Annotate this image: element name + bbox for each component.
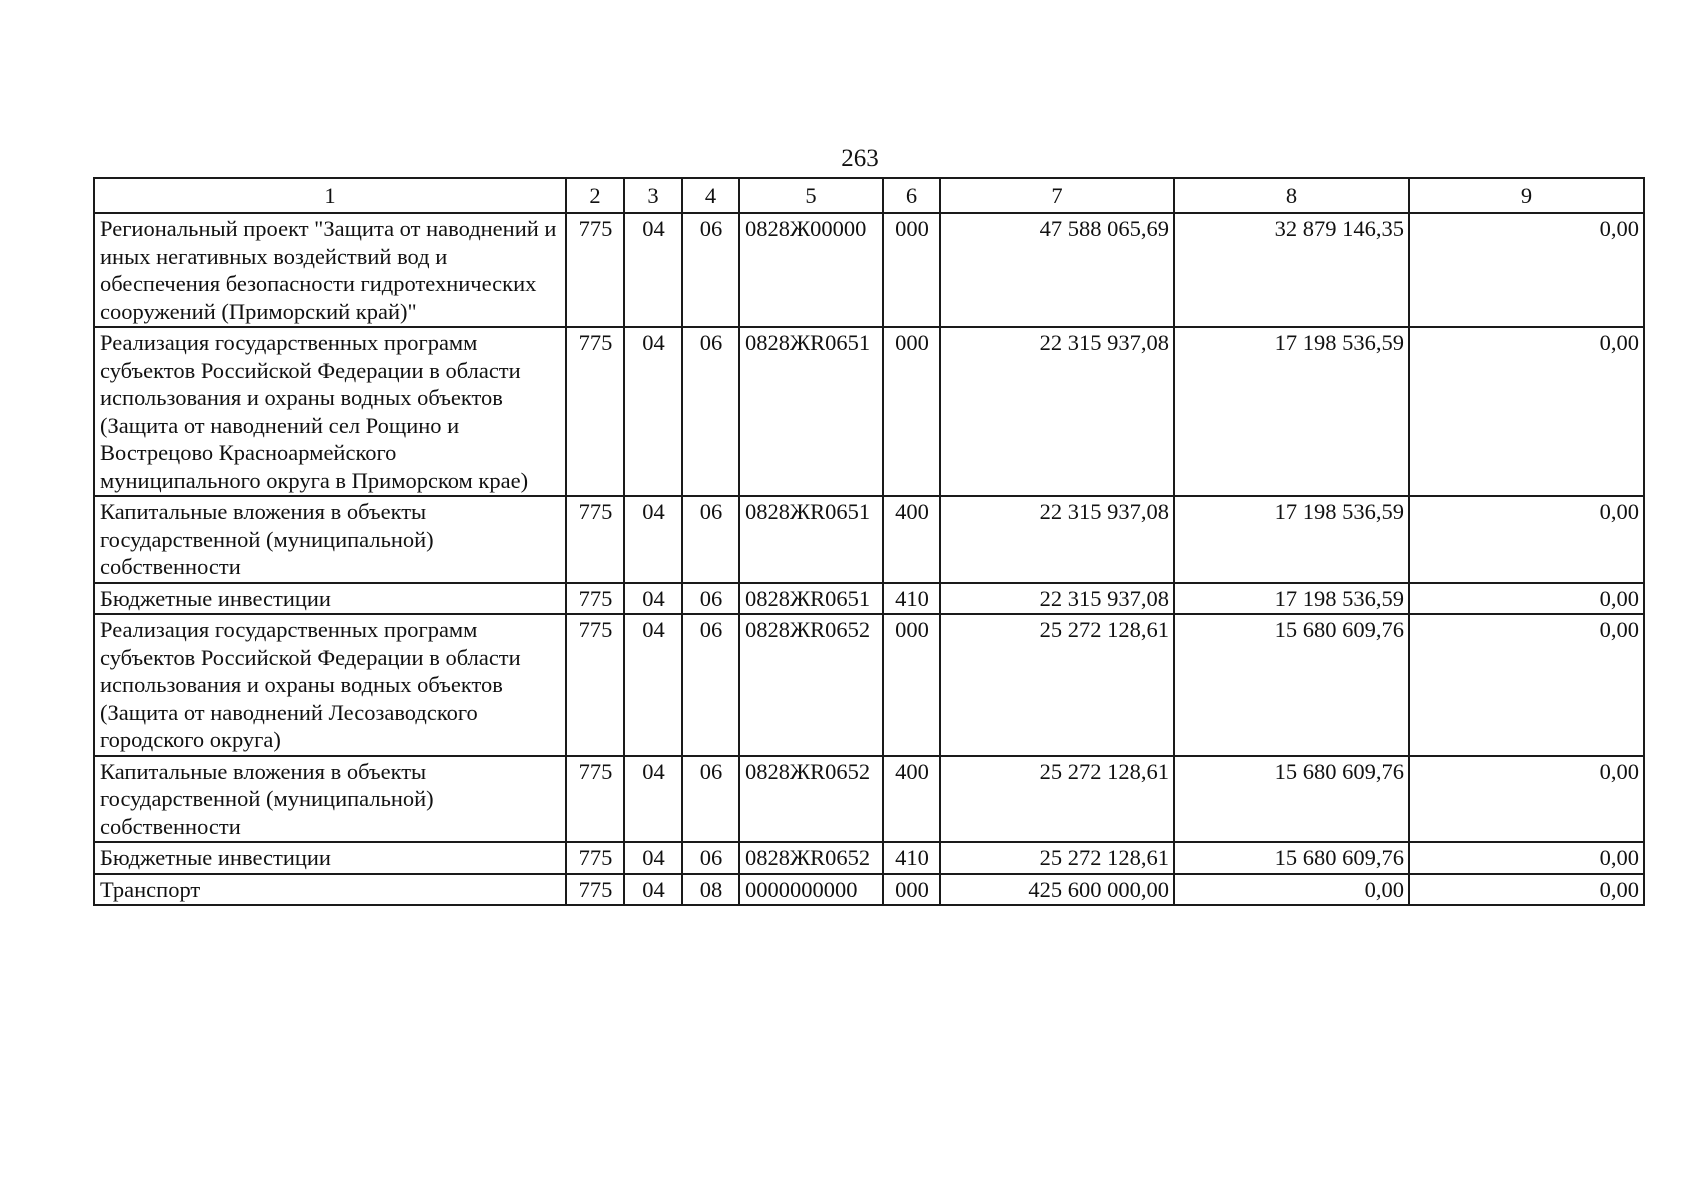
row-code-ministry: 775	[566, 327, 624, 496]
row-amount-8: 17 198 536,59	[1174, 496, 1409, 583]
table-row	[94, 842, 1644, 874]
row-code-target: 0828ЖR0652	[739, 756, 883, 843]
row-code-target: 0828Ж00000	[739, 213, 883, 327]
row-code-subsection: 06	[682, 327, 739, 496]
row-code-subsection: 06	[682, 583, 739, 615]
row-amount-7: 425 600 000,00	[940, 874, 1174, 906]
row-code-subsection: 06	[682, 614, 739, 756]
row-amount-7: 25 272 128,61	[940, 756, 1174, 843]
row-amount-9: 0,00	[1409, 583, 1644, 615]
row-code-expense-type: 000	[883, 327, 940, 496]
column-header-1: 1	[94, 178, 566, 213]
table-row	[94, 213, 1644, 327]
row-name: Бюджетные инвестиции	[94, 842, 566, 874]
row-code-target: 0828ЖR0651	[739, 327, 883, 496]
row-code-ministry: 775	[566, 614, 624, 756]
row-code-section: 04	[624, 842, 682, 874]
row-code-subsection: 06	[682, 842, 739, 874]
row-code-ministry: 775	[566, 842, 624, 874]
row-amount-9: 0,00	[1409, 327, 1644, 496]
page-number: 263	[841, 145, 879, 172]
row-amount-8: 15 680 609,76	[1174, 842, 1409, 874]
row-code-section: 04	[624, 756, 682, 843]
row-name: Капитальные вложения в объекты государственной (муниципальной) собственности	[94, 756, 566, 843]
table-row	[94, 327, 1644, 496]
row-code-section: 04	[624, 874, 682, 906]
row-code-section: 04	[624, 583, 682, 615]
column-header-2: 2	[566, 178, 624, 213]
row-amount-9: 0,00	[1409, 842, 1644, 874]
row-amount-7: 25 272 128,61	[940, 614, 1174, 756]
row-amount-9: 0,00	[1409, 213, 1644, 327]
row-code-subsection: 08	[682, 874, 739, 906]
table-header	[94, 178, 1644, 213]
column-header-5: 5	[739, 178, 883, 213]
row-amount-8: 0,00	[1174, 874, 1409, 906]
row-code-expense-type: 400	[883, 756, 940, 843]
row-code-target: 0828ЖR0652	[739, 842, 883, 874]
row-code-subsection: 06	[682, 756, 739, 843]
column-header-3: 3	[624, 178, 682, 213]
row-amount-8: 32 879 146,35	[1174, 213, 1409, 327]
row-amount-8: 17 198 536,59	[1174, 327, 1409, 496]
column-header-8: 8	[1174, 178, 1409, 213]
table-row	[94, 614, 1644, 756]
row-amount-9: 0,00	[1409, 756, 1644, 843]
row-name: Транспорт	[94, 874, 566, 906]
column-header-4: 4	[682, 178, 739, 213]
row-code-expense-type: 400	[883, 496, 940, 583]
row-amount-7: 22 315 937,08	[940, 583, 1174, 615]
row-code-section: 04	[624, 327, 682, 496]
column-header-6: 6	[883, 178, 940, 213]
table-row	[94, 583, 1644, 615]
table-row	[94, 874, 1644, 906]
row-name: Региональный проект "Защита от наводнений и иных негативных воздействий вод и обеспечения безопасности гидротехнических сооружений (Приморский край)"	[94, 213, 566, 327]
row-code-section: 04	[624, 213, 682, 327]
row-amount-8: 17 198 536,59	[1174, 583, 1409, 615]
row-amount-7: 47 588 065,69	[940, 213, 1174, 327]
row-amount-9: 0,00	[1409, 874, 1644, 906]
row-code-section: 04	[624, 496, 682, 583]
row-code-expense-type: 000	[883, 614, 940, 756]
row-code-expense-type: 000	[883, 213, 940, 327]
row-code-subsection: 06	[682, 213, 739, 327]
header-row	[94, 178, 1644, 213]
row-name: Бюджетные инвестиции	[94, 583, 566, 615]
row-code-section: 04	[624, 614, 682, 756]
column-header-9: 9	[1409, 178, 1644, 213]
row-name: Реализация государственных программ субъектов Российской Федерации в области использования и охраны водных объектов (Защита от наводнений сел Рощино и Вострецово Красноармейского муниципального округа в Приморском крае)	[94, 327, 566, 496]
row-code-ministry: 775	[566, 496, 624, 583]
table-row	[94, 756, 1644, 843]
row-code-target: 0000000000	[739, 874, 883, 906]
row-amount-8: 15 680 609,76	[1174, 614, 1409, 756]
table-body	[94, 213, 1644, 905]
row-amount-8: 15 680 609,76	[1174, 756, 1409, 843]
row-amount-7: 25 272 128,61	[940, 842, 1174, 874]
row-name: Капитальные вложения в объекты государственной (муниципальной) собственности	[94, 496, 566, 583]
row-code-ministry: 775	[566, 756, 624, 843]
row-code-target: 0828ЖR0651	[739, 496, 883, 583]
column-header-7: 7	[940, 178, 1174, 213]
budget-table	[93, 177, 1645, 906]
row-code-target: 0828ЖR0652	[739, 614, 883, 756]
row-code-expense-type: 410	[883, 842, 940, 874]
row-code-expense-type: 000	[883, 874, 940, 906]
row-code-ministry: 775	[566, 583, 624, 615]
row-code-ministry: 775	[566, 874, 624, 906]
row-amount-7: 22 315 937,08	[940, 327, 1174, 496]
row-code-expense-type: 410	[883, 583, 940, 615]
row-amount-9: 0,00	[1409, 614, 1644, 756]
table-row	[94, 496, 1644, 583]
row-code-target: 0828ЖR0651	[739, 583, 883, 615]
row-name: Реализация государственных программ субъектов Российской Федерации в области использования и охраны водных объектов (Защита от наводнений Лесозаводского городского округа)	[94, 614, 566, 756]
row-amount-7: 22 315 937,08	[940, 496, 1174, 583]
row-code-subsection: 06	[682, 496, 739, 583]
row-amount-9: 0,00	[1409, 496, 1644, 583]
row-code-ministry: 775	[566, 213, 624, 327]
